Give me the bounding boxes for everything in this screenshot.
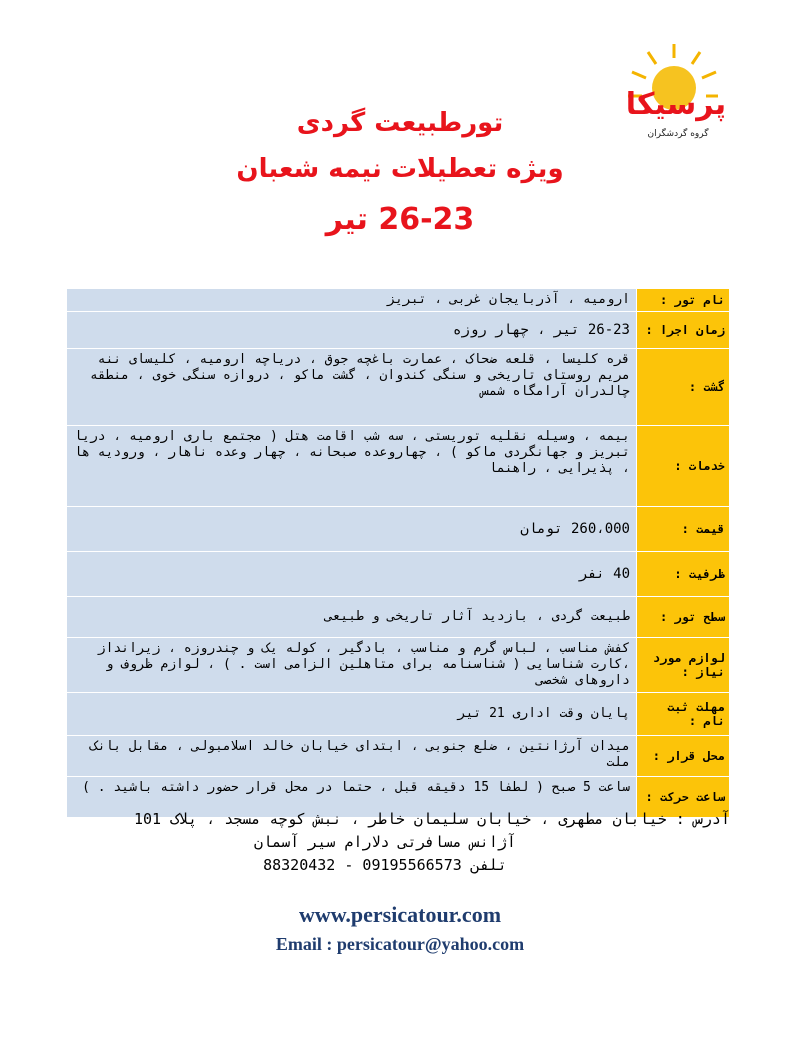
title-line-3: 26-23 تیر (325, 202, 475, 237)
contact-block (40, 808, 730, 877)
row-value: کفش مناسب ، لباس گرم و مناسب ، بادگیر ، کوله یک و چندروزه ، زیرانداز ،کارت شناسایی ( شناسنامه برای متاهلین الزامی است . ) ، لوازم ظروف و داروهای شخصی (67, 638, 637, 693)
row-label: محل قرار : (637, 736, 730, 777)
table-row (67, 736, 730, 777)
row-label: قیمت : (637, 507, 730, 552)
row-value: پایان وقت اداری 21 تیر (67, 693, 637, 736)
table-row (67, 507, 730, 552)
table-row (67, 312, 730, 349)
row-value: طبیعت گردی ، بازدید آثار تاریخی و طبیعی (67, 597, 637, 638)
tour-details-table (66, 288, 730, 818)
address-text: آدرس : خیابان مطهری ، خیابان سلیمان خاطر ، نبش کوچه مسجد ، پلاک 101 (133, 810, 730, 828)
row-value: میدان آرژانتین ، ضلع جنوبی ، ابتدای خیابان خالد اسلامبولی ، مقابل بانک ملت (67, 736, 637, 777)
table-row (67, 426, 730, 507)
table-row (67, 289, 730, 312)
table-row (67, 597, 730, 638)
table-row (67, 693, 730, 736)
row-label: نام تور : (637, 289, 730, 312)
row-value: ساعت 5 صبح ( لطفا 15 دقیقه قبل ، حتما در محل قرار حضور داشته باشید . ) (67, 777, 637, 818)
title-line-2: ویژه تعطیلات نیمه شعبان (236, 154, 564, 184)
title-line-1: تورطبیعت گردی (296, 108, 504, 138)
table-row (67, 552, 730, 597)
row-label: ظرفیت : (637, 552, 730, 597)
row-label: لوازم مورد نیاز : (637, 638, 730, 693)
row-value: قره کلیسا ، قلعه ضحاک ، عمارت باغچه جوق ، دریاچه ارومیه ، کلیسای ننه مریم روستای تاریخی و سنگی کندوان ، گشت ماکو ، دروازه سنگی خوی ، منطقه چالدران آرامگاه شمس (67, 349, 637, 426)
table-row (67, 349, 730, 426)
row-label: ساعت حرکت : (637, 777, 730, 818)
row-value: 40 نفر (67, 552, 637, 597)
row-label: مهلت ثبت نام : (637, 693, 730, 736)
table-row (67, 638, 730, 693)
row-value: بیمه ، وسیله نقلیه توریستی ، سه شب اقامت هتل ( مجتمع باری ارومیه ، دریا تبریز و جهانگردی ماکو ) ، چهاروعده صبحانه ، چهار وعده ناهار ، ورودیه ها ، پذیرایی ، راهنما (67, 426, 637, 507)
row-label: گشت : (637, 349, 730, 426)
agency-name: آژانس مسافرتی دلارام سیر آسمان (254, 833, 516, 851)
phone-text: تلفن 09195566573 - 88320432 (263, 856, 507, 874)
row-value: ارومیه ، آذربایجان غربی ، تبریز (67, 289, 637, 312)
row-label: خدمات : (637, 426, 730, 507)
row-value: 260،000 تومان (67, 507, 637, 552)
logo-brand: پرسیکا (625, 87, 727, 122)
logo-tagline: گروه گردشگران (647, 129, 709, 139)
row-label: سطح تور : (637, 597, 730, 638)
row-label: زمان اجرا : (637, 312, 730, 349)
email-link[interactable]: Email : persicatour@yahoo.com (275, 934, 525, 954)
website-link[interactable]: www.persicatour.com (298, 902, 502, 927)
row-value: 26-23 تیر ، چهار روزه (67, 312, 637, 349)
